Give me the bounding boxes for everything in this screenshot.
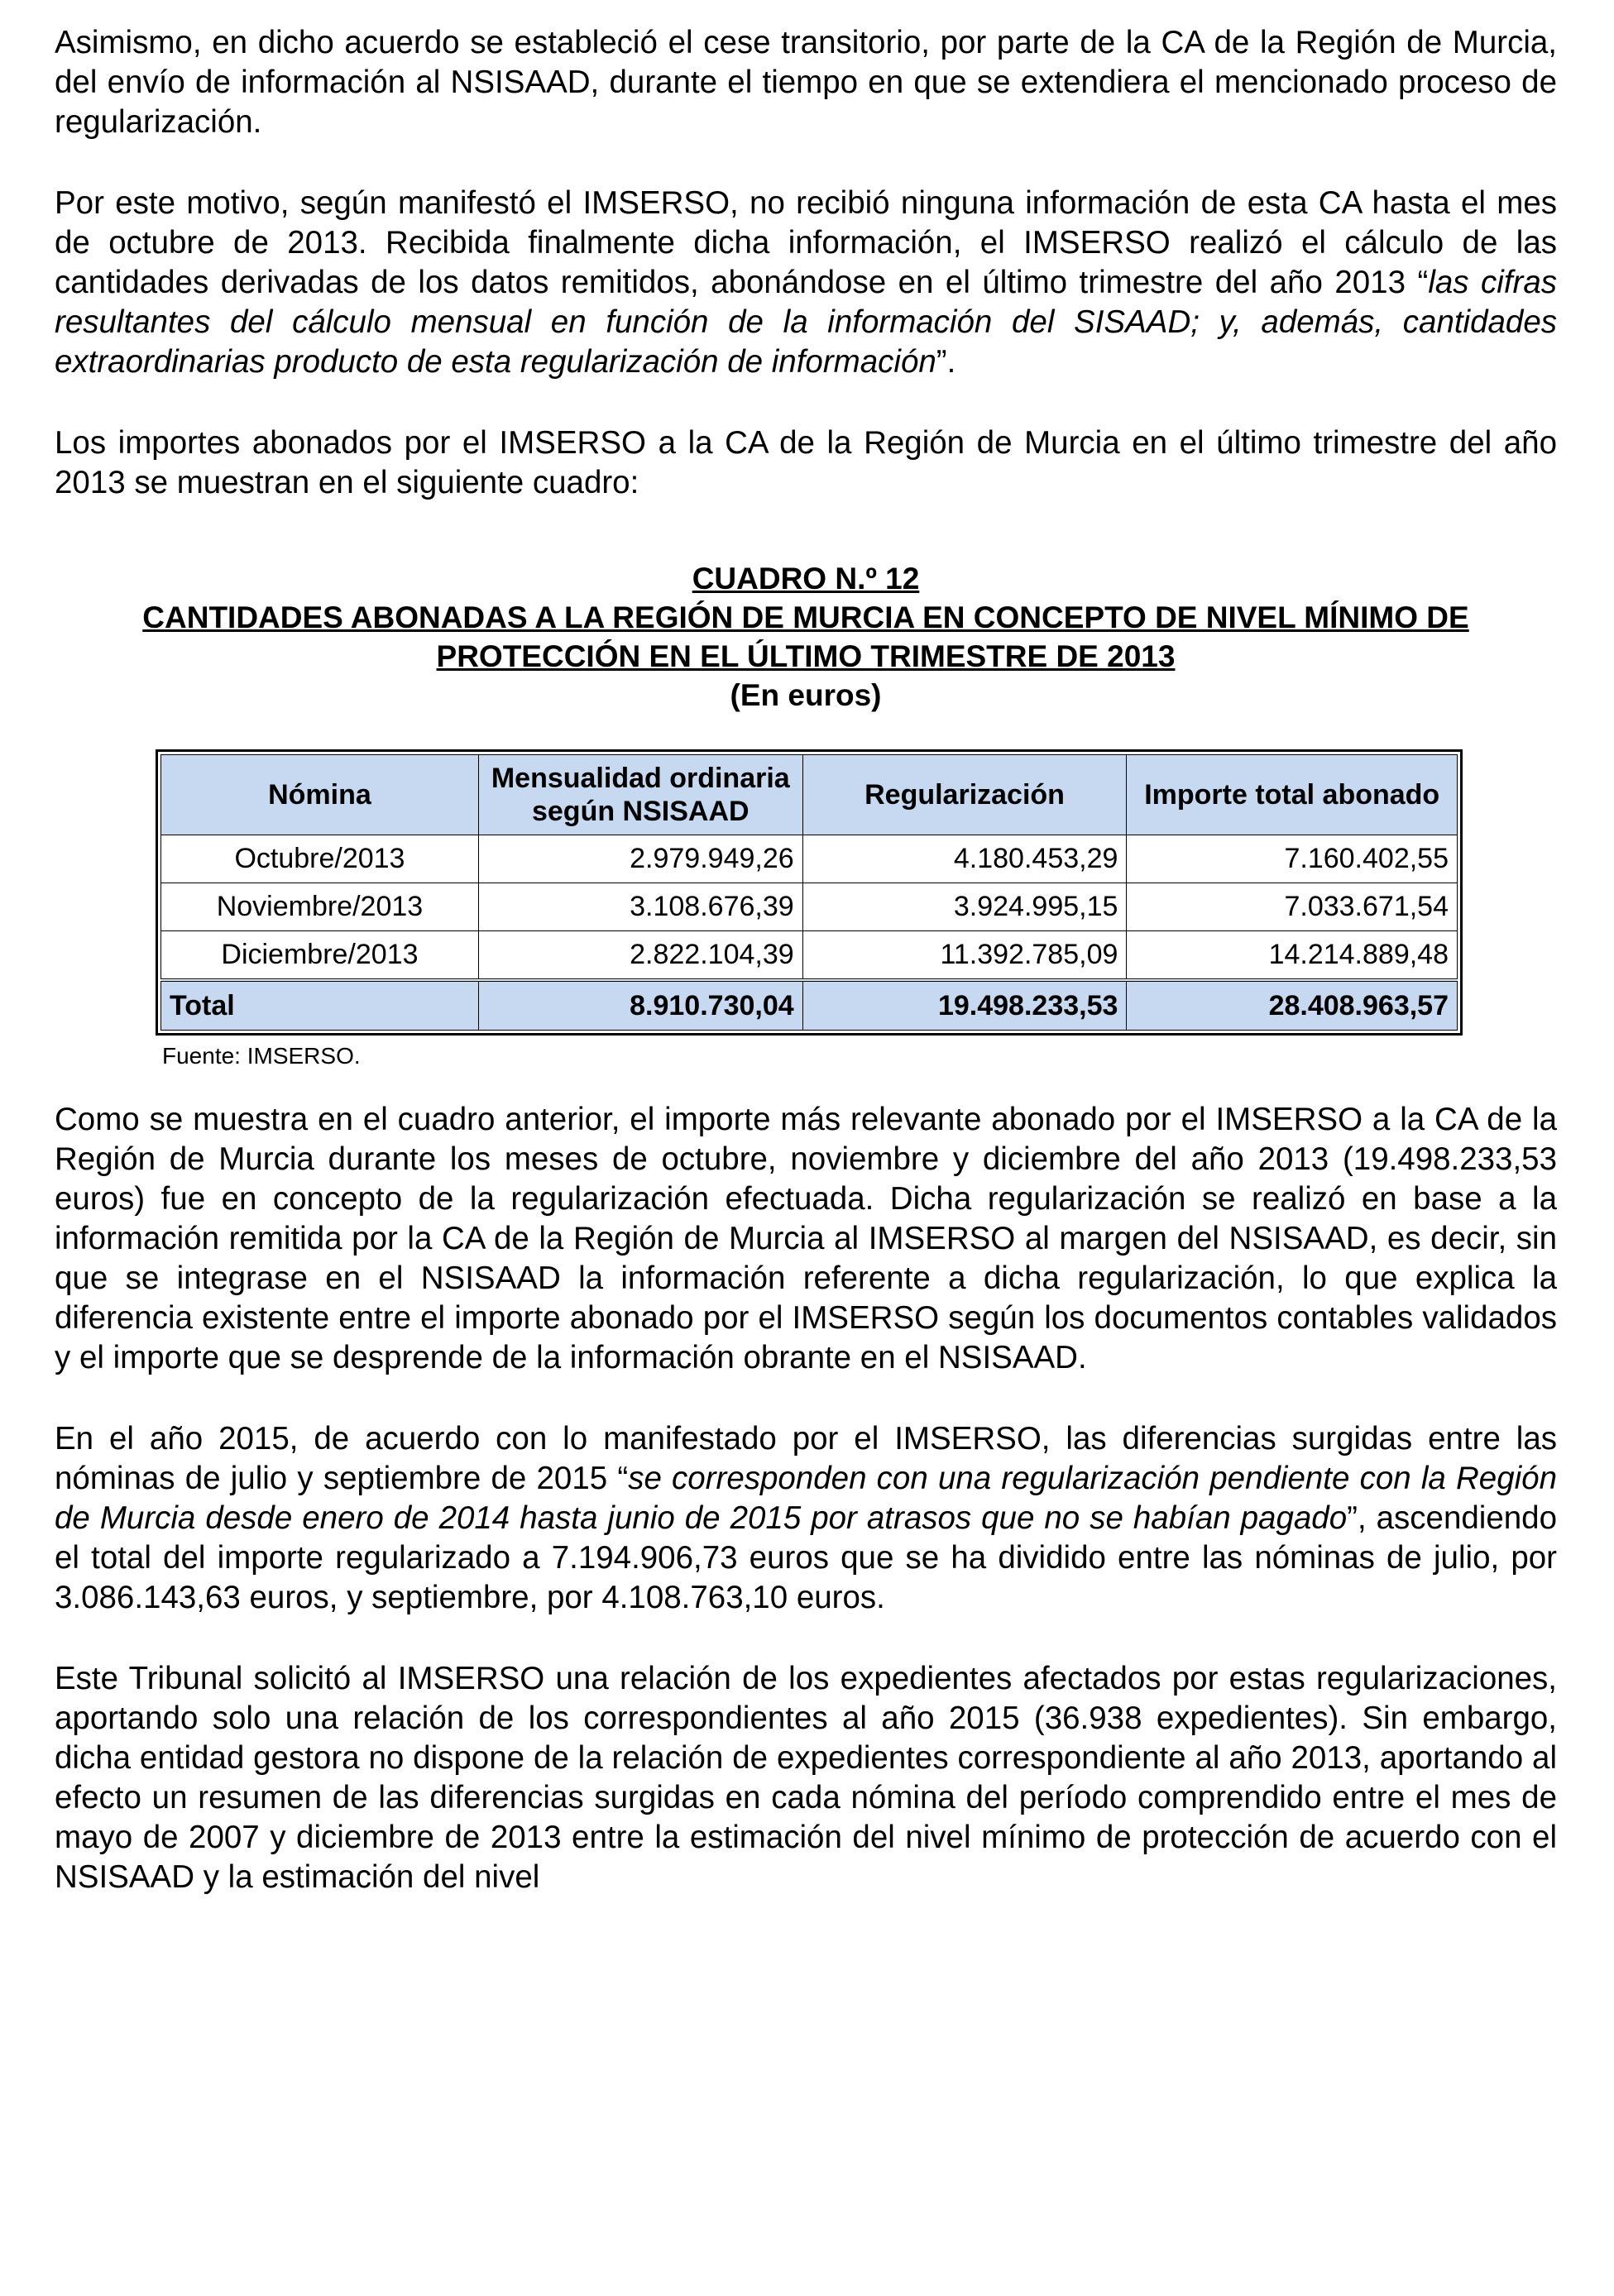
header-nomina: Nómina	[161, 755, 479, 835]
total-importe: 28.408.963,57	[1127, 980, 1458, 1031]
cell-nomina: Octubre/2013	[161, 835, 479, 883]
paragraph-5-text-a: En el año 2015, de acuerdo con lo manifestado por el IMSERSO, las diferencias surgidas entre las nóminas de julio y septiembre de 2015 “	[55, 1421, 1557, 1496]
cell-importe-total: 7.033.671,54	[1127, 883, 1458, 931]
cell-regularizacion: 3.924.995,15	[802, 883, 1127, 931]
document-page	[55, 23, 1557, 1939]
paragraph-2-text-b: ”.	[936, 344, 956, 380]
cell-regularizacion: 11.392.785,09	[802, 931, 1127, 981]
table-row	[161, 931, 1458, 981]
paragraph-4: Como se muestra en el cuadro anterior, el importe más relevante abonado por el IMSERSO a la CA de la Región de Murcia durante los meses de octubre, noviembre y diciembre del año 2013 (19.498.233,53 euros) fue en concepto de la regularización efectuada. Dicha regularización se realizó en base a la información remitida por la CA de la Región de Murcia al IMSERSO al margen del NSISAAD, es decir, sin que se integrase en el NSISAAD la información referente a dicha regularización, lo que explica la diferencia existente entre el importe abonado por el IMSERSO según los documentos contables validados y el importe que se desprende de la información obrante en el NSISAAD.	[55, 1102, 1557, 1375]
cell-regularizacion: 4.180.453,29	[802, 835, 1127, 883]
cell-mensualidad: 2.822.104,39	[478, 931, 802, 981]
table-row	[161, 835, 1458, 883]
table-number: CUADRO N.º 12	[692, 562, 920, 596]
total-regularizacion: 19.498.233,53	[802, 980, 1127, 1031]
table-total-row	[161, 980, 1458, 1031]
header-mensualidad: Mensualidad ordinaria según NSISAAD	[478, 755, 802, 835]
data-table-frame	[156, 749, 1463, 1036]
paragraph-2	[55, 184, 1557, 382]
header-regularizacion: Regularización	[802, 755, 1127, 835]
cell-nomina: Diciembre/2013	[161, 931, 479, 981]
table-caption	[55, 559, 1557, 715]
table-title-line-2: PROTECCIÓN EN EL ÚLTIMO TRIMESTRE DE 2013	[436, 639, 1176, 673]
cell-mensualidad: 3.108.676,39	[478, 883, 802, 931]
table-units: (En euros)	[730, 678, 882, 712]
paragraph-2-text-a: Por este motivo, según manifestó el IMSERSO, no recibió ninguna información de esta CA hasta el mes de octubre de 2013. Recibida finalmente dicha información, el IMSERSO realizó el cálculo de las cantidades derivadas de los datos remitidos, abonándose en el último trimestre del año 2013 “	[55, 185, 1557, 300]
cell-mensualidad: 2.979.949,26	[478, 835, 802, 883]
header-importe-total: Importe total abonado	[1127, 755, 1458, 835]
cell-importe-total: 14.214.889,48	[1127, 931, 1458, 981]
total-mensualidad: 8.910.730,04	[478, 980, 802, 1031]
paragraph-1: Asimismo, en dicho acuerdo se estableció el cese transitorio, por parte de la CA de la Región de Murcia, del envío de información al NSISAAD, durante el tiempo en que se extendiera el mencionado proceso de regularización.	[55, 25, 1557, 140]
table-header-row	[161, 755, 1458, 835]
paragraph-5-text-b: ”, ascendiendo el total del importe regularizado a 7.194.906,73 euros que se ha dividido entre las nóminas de julio, por 3.086.143,63 euros, y septiembre, por 4.108.763,10 euros.	[55, 1500, 1557, 1615]
data-table	[160, 754, 1458, 1031]
post-table-section	[55, 1100, 1557, 1897]
cell-nomina: Noviembre/2013	[161, 883, 479, 931]
cell-importe-total: 7.160.402,55	[1127, 835, 1458, 883]
paragraph-5-quote: se corresponden con una regularización pendiente con la Región de Murcia desde enero de 2014 hasta junio de 2015 por atrasos que no se habían pagado	[55, 1461, 1558, 1536]
table-title-line-1: CANTIDADES ABONADAS A LA REGIÓN DE MURCIA EN CONCEPTO DE NIVEL MÍNIMO DE	[142, 600, 1469, 634]
total-label: Total	[161, 980, 479, 1031]
paragraph-2-quote: las cifras resultantes del cálculo mensual en función de la información del SISAAD; y, además, cantidades extraordinarias producto de esta regularización de información	[55, 265, 1557, 380]
table-source: Fuente: IMSERSO.	[162, 1043, 361, 1069]
paragraph-6: Este Tribunal solicitó al IMSERSO una relación de los expedientes afectados por estas regularizaciones, aportando solo una relación de los correspondientes al año 2015 (36.938 expedientes). Sin embargo, dicha entidad gestora no dispone de la relación de expedientes correspondiente al año 2013, aportando al efecto un resumen de las diferencias surgidas en cada nómina del período comprendido entre el mes de mayo de 2007 y diciembre de 2013 entre la estimación del nivel mínimo de protección de acuerdo con el NSISAAD y la estimación del nivel	[55, 1661, 1557, 1895]
table-row	[161, 883, 1458, 931]
paragraph-3: Los importes abonados por el IMSERSO a la CA de la Región de Murcia en el último trimestre del año 2013 se muestran en el siguiente cuadro:	[55, 425, 1557, 500]
paragraph-5	[55, 1419, 1557, 1618]
